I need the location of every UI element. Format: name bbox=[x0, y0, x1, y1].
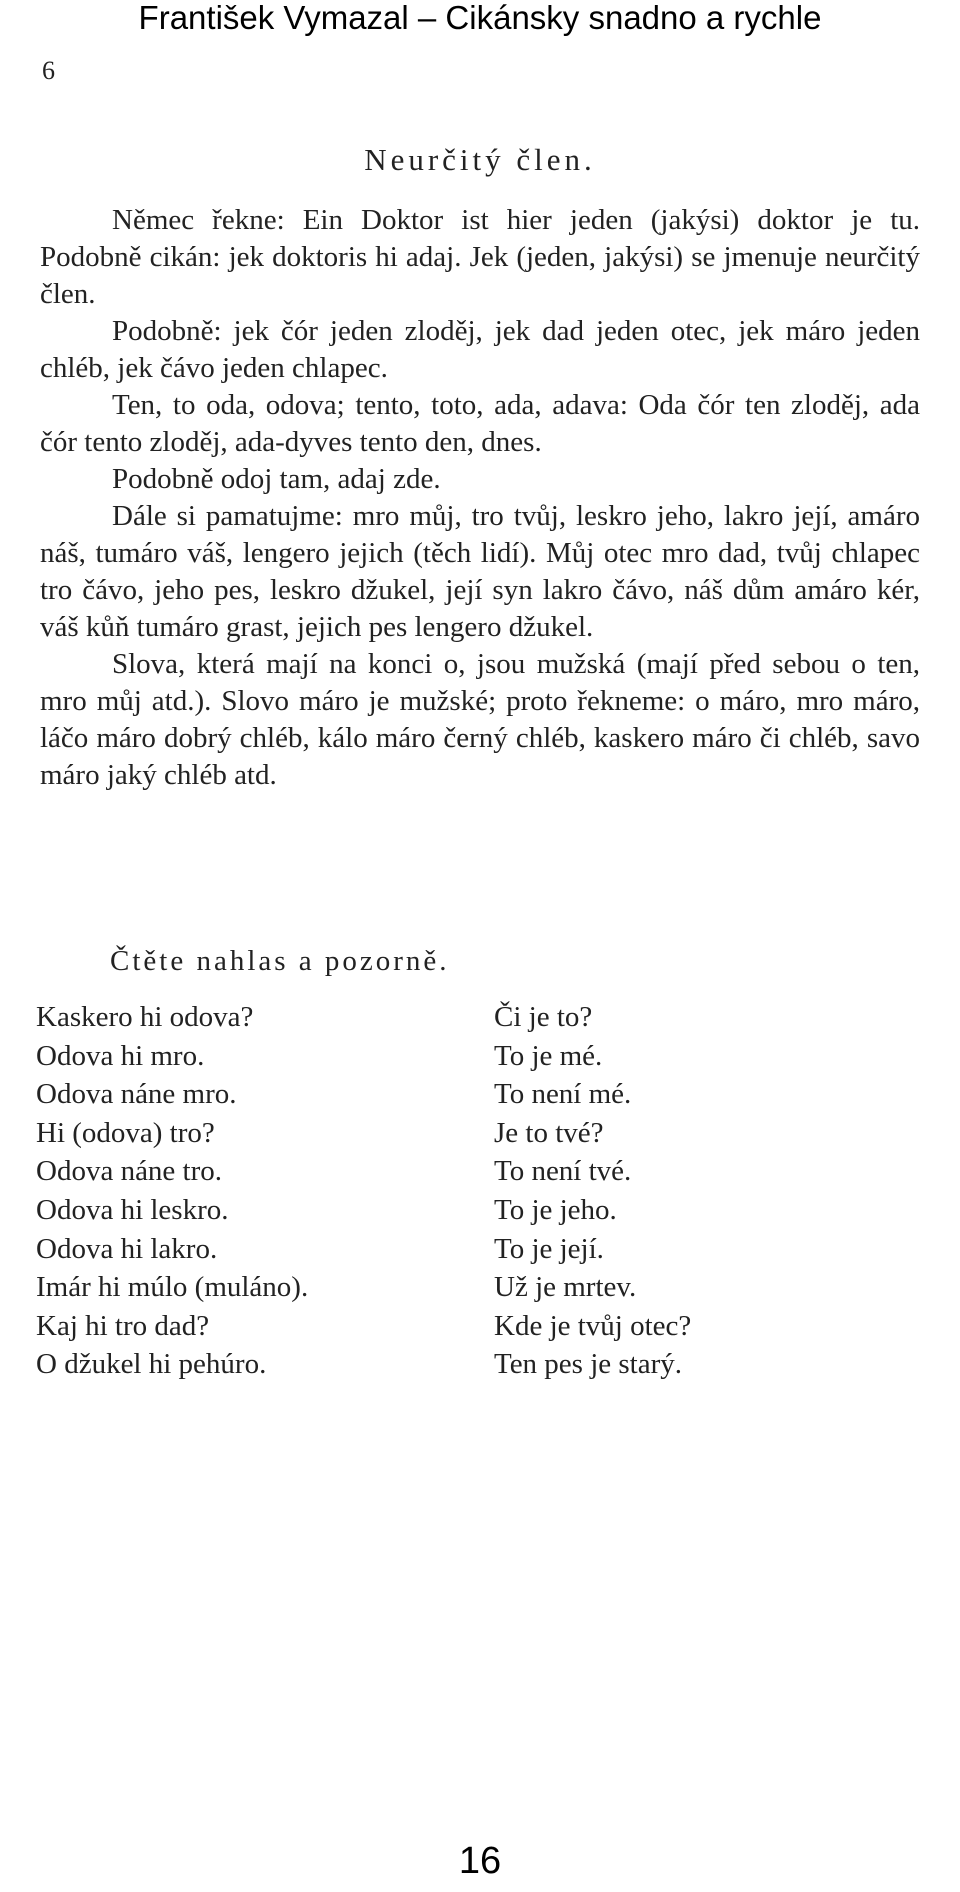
paragraph: Ten, to oda, odova; tento, toto, ada, adava: Oda čór ten zloděj, ada čór tento zloděj, ada-dyves tento den, dnes. bbox=[40, 389, 920, 458]
scanned-page bbox=[0, 50, 960, 1430]
romani-sentence: Kaj hi tro dad? bbox=[36, 1309, 210, 1342]
body-text bbox=[40, 202, 920, 794]
czech-sentence: To je její. bbox=[494, 1232, 604, 1265]
romani-sentence: Imár hi múlo (muláno). bbox=[36, 1271, 309, 1304]
czech-sentence: Ten pes je starý. bbox=[494, 1348, 683, 1381]
exercise-heading: Čtěte nahlas a pozorně. bbox=[110, 945, 450, 977]
paragraph: Podobně: jek čór jeden zloděj, jek dad jeden otec, jek máro jeden chléb, jek čávo jeden chlapec. bbox=[40, 315, 920, 384]
document-header bbox=[0, 0, 960, 36]
romani-sentence: O džukel hi pehúro. bbox=[36, 1348, 267, 1381]
romani-sentence: Odova hi leskro. bbox=[36, 1193, 229, 1226]
romani-sentence: Odova náne mro. bbox=[36, 1078, 237, 1111]
section-title: Neurčitý člen. bbox=[364, 142, 596, 177]
paragraph: Slova, která mají na konci o, jsou mužská (mají před sebou o ten, mro můj atd.). Slovo máro je mužské; proto řekneme: o máro, mro máro, láčo máro dobrý chléb, kálo máro černý chléb, kaskero máro či chléb, savo máro jaký chléb atd. bbox=[40, 648, 920, 791]
czech-sentence: To není tvé. bbox=[494, 1155, 632, 1188]
paragraph: Němec řekne: Ein Doktor ist hier jeden (jakýsi) doktor je tu. Podobně cikán: jek doktoris hi adaj. Jek (jeden, jakýsi) se jmenuje neurčitý člen. bbox=[40, 204, 920, 310]
czech-sentence: Kde je tvůj otec? bbox=[494, 1309, 692, 1342]
romani-sentences-column bbox=[36, 998, 476, 1384]
paragraph: Podobně odoj tam, adaj zde. bbox=[112, 463, 441, 495]
czech-sentence: To není mé. bbox=[494, 1078, 632, 1111]
document-title: František Vymazal – Cikánsky snadno a rychle bbox=[138, 0, 822, 36]
page-number: 16 bbox=[458, 1840, 502, 1882]
czech-sentences-column bbox=[494, 998, 924, 1384]
czech-sentence: To je mé. bbox=[494, 1039, 603, 1072]
romani-sentence: Odova náne tro. bbox=[36, 1155, 223, 1188]
romani-sentence: Hi (odova) tro? bbox=[36, 1116, 215, 1149]
paragraph: Dále si pamatujme: mro můj, tro tvůj, leskro jeho, lakro její, amáro náš, tumáro váš, lengero jejich (těch lidí). Můj otec mro dad, tvůj chlapec tro čávo, jeho pes, leskro džukel, její syn lakro čávo, náš dům amáro kér, váš kůň tumáro grast, jejich pes lengero džukel. bbox=[40, 500, 920, 643]
romani-sentence: Kaskero hi odova? bbox=[36, 1001, 254, 1033]
romani-sentence: Odova hi mro. bbox=[36, 1039, 205, 1072]
czech-sentence: To je jeho. bbox=[494, 1193, 617, 1226]
romani-sentence: Odova hi lakro. bbox=[36, 1232, 218, 1265]
czech-sentence: Je to tvé? bbox=[494, 1116, 604, 1149]
czech-sentence: Či je to? bbox=[494, 1001, 593, 1033]
scan-page-number: 6 bbox=[42, 56, 55, 85]
czech-sentence: Už je mrtev. bbox=[494, 1271, 637, 1304]
